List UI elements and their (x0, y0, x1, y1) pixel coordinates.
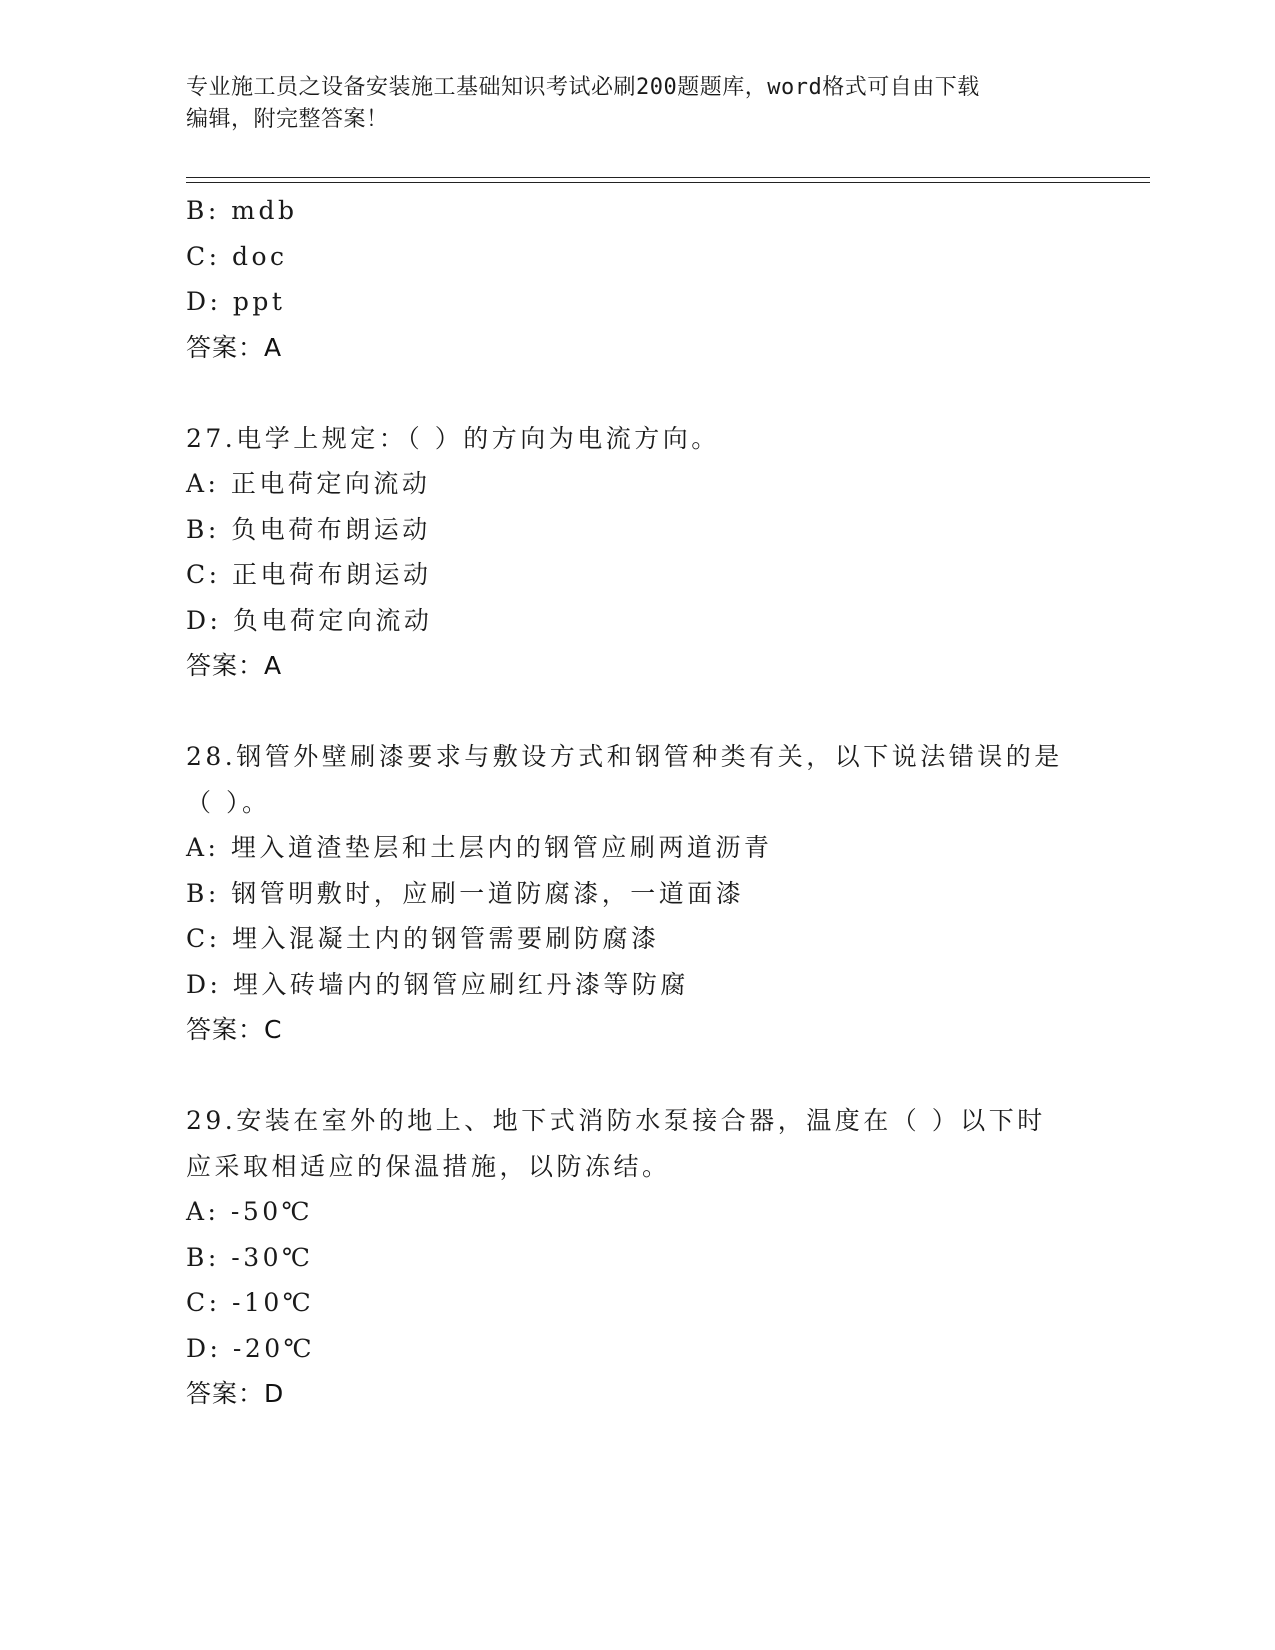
spacer (186, 689, 1086, 735)
option-d: D: 负电荷定向流动 (186, 605, 433, 635)
header-divider-bottom (186, 182, 1150, 183)
spacer (186, 370, 1086, 416)
option-a: A: -50℃ (186, 1197, 314, 1226)
header-title-line-1: 专业施工员之设备安装施工基础知识考试必刷200题题库，word格式可自由下载 (186, 75, 980, 100)
question-text-line-1: 29.安装在室外的地上、地下式消防水泵接合器，温度在（ ）以下时 (186, 1106, 1046, 1135)
answer: 答案：A (186, 651, 283, 680)
document-header (186, 72, 1086, 136)
question-27 (186, 416, 1086, 689)
question-text: 27.电学上规定：（ ）的方向为电流方向。 (186, 423, 720, 453)
answer: 答案：C (186, 1015, 283, 1044)
question-28 (186, 734, 1086, 1053)
answer: 答案：A (186, 332, 283, 362)
header-title-line-2: 编辑，附完整答案！ (186, 107, 389, 132)
option-a: A: 正电荷定向流动 (186, 469, 431, 498)
answer: 答案：D (186, 1379, 285, 1408)
question-text-line-2: 应采取相适应的保温措施，以防冻结。 (186, 1151, 671, 1181)
question-text-line-1: 28.钢管外壁刷漆要求与敷设方式和钢管种类有关，以下说法错误的是 (186, 742, 1063, 771)
option-b: B: -30℃ (186, 1242, 314, 1272)
question-29 (186, 1098, 1086, 1417)
question-26 (186, 188, 1086, 370)
option-a: A: 埋入道渣垫层和土层内的钢管应刷两道沥青 (186, 833, 773, 862)
option-d: D: ppt (186, 287, 286, 316)
option-b: B: mdb (186, 196, 298, 225)
question-text-line-2: （ ）。 (186, 787, 271, 817)
option-c: C: doc (186, 241, 288, 271)
question-content (186, 188, 1086, 1417)
spacer (186, 1053, 1086, 1099)
option-c: C: 埋入混凝土内的钢管需要刷防腐漆 (186, 924, 660, 953)
option-b: B: 钢管明敷时，应刷一道防腐漆，一道面漆 (186, 878, 745, 908)
option-d: D: 埋入砖墙内的钢管应刷红丹漆等防腐 (186, 969, 689, 999)
option-c: C: -10℃ (186, 1288, 315, 1317)
option-c: C: 正电荷布朗运动 (186, 560, 432, 589)
option-d: D: -20℃ (186, 1333, 316, 1363)
option-b: B: 负电荷布朗运动 (186, 514, 431, 544)
header-divider-top (186, 177, 1150, 178)
